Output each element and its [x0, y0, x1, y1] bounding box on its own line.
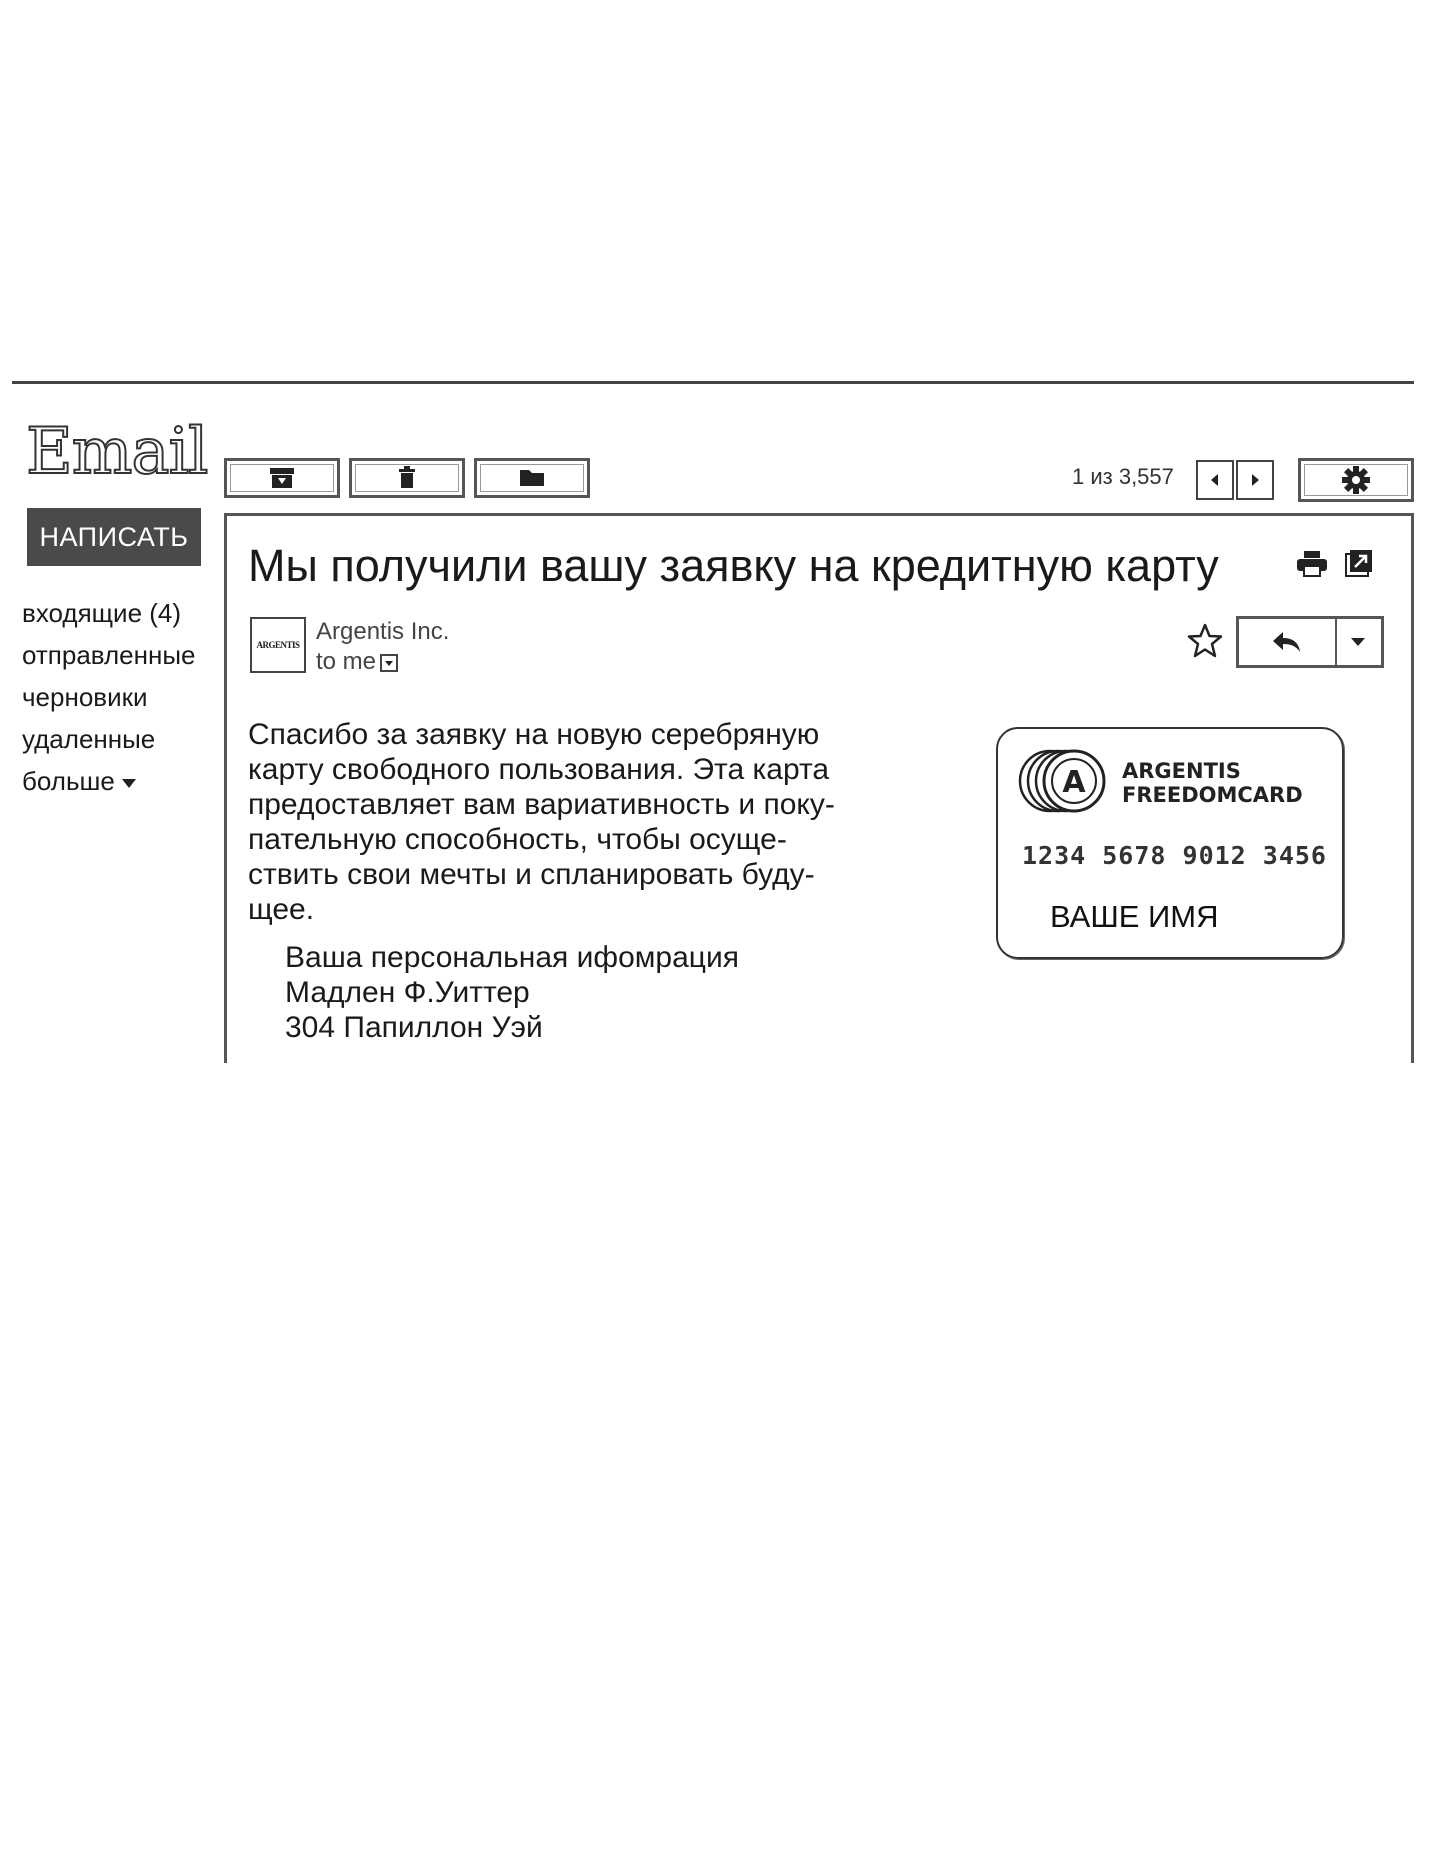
sidebar-item-drafts[interactable]: черновики	[22, 682, 148, 712]
chevron-right-icon	[1249, 473, 1261, 487]
compose-button[interactable]: НАПИСАТЬ	[27, 508, 201, 566]
body-line: Спасибо за заявку на новую серебряную	[248, 718, 820, 751]
print-icon[interactable]	[1296, 550, 1328, 578]
prev-page-button[interactable]	[1196, 460, 1234, 500]
body-line: щее.	[248, 893, 315, 926]
sidebar-nav	[22, 592, 196, 802]
move-to-folder-button[interactable]	[474, 458, 590, 498]
card-holder-name: ВАШЕ ИМЯ	[1050, 899, 1219, 934]
delete-button[interactable]	[349, 458, 465, 498]
recipient-details-icon[interactable]	[380, 654, 398, 672]
email-subject: Мы получили вашу заявку на кредитную карту	[248, 540, 1219, 591]
more-actions-button[interactable]	[1335, 619, 1381, 665]
recipient-line	[316, 648, 398, 676]
card-brand-line2: FREEDOMCARD	[1122, 783, 1303, 807]
open-in-new-window-icon[interactable]	[1345, 549, 1373, 577]
body-line: предоставляет вам вариативность и поку-	[248, 788, 835, 821]
card-logo-icon	[1016, 743, 1116, 819]
credit-card-image	[996, 727, 1344, 959]
gear-icon	[1341, 465, 1371, 495]
card-brand	[1122, 759, 1303, 807]
reply-button-group	[1236, 616, 1384, 668]
sidebar-item-inbox[interactable]: входящие (4)	[22, 598, 182, 628]
settings-button[interactable]	[1298, 458, 1414, 502]
email-body	[248, 717, 928, 927]
pagination-count: 1 из 3,557	[1072, 464, 1174, 489]
sidebar-item-sent[interactable]: отправленные	[22, 640, 196, 670]
card-number: 1234 5678 9012 3456	[1022, 841, 1327, 870]
info-heading: Ваша персональная ифомрация	[285, 941, 739, 974]
sidebar-item-more-label: больше	[22, 766, 115, 796]
chevron-down-icon	[1351, 638, 1365, 646]
card-brand-line1: ARGENTIS	[1122, 759, 1241, 783]
recipient-label: to me	[316, 648, 377, 675]
sender-avatar: ARGENTIS	[250, 617, 306, 673]
body-line: карту свободного пользования. Эта карта	[248, 753, 830, 786]
top-divider	[12, 381, 1414, 384]
sidebar-item-more[interactable]	[22, 760, 196, 802]
archive-button[interactable]	[224, 458, 340, 498]
next-page-button[interactable]	[1236, 460, 1274, 500]
personal-info	[285, 940, 739, 1045]
star-icon[interactable]	[1186, 622, 1224, 660]
app-logo: Email	[26, 415, 208, 489]
body-line: ствить свои мечты и спланировать буду-	[248, 858, 815, 891]
info-address: 304 Папиллон Уэй	[285, 1011, 543, 1044]
sidebar-item-trash[interactable]: удаленные	[22, 724, 156, 754]
reply-icon	[1271, 630, 1303, 654]
info-name: Мадлен Ф.Уиттер	[285, 976, 530, 1009]
body-line: пательную способность, чтобы осуще-	[248, 823, 787, 856]
sender-name: Argentis Inc.	[316, 618, 450, 645]
folder-icon	[518, 467, 546, 489]
chevron-left-icon	[1209, 473, 1221, 487]
archive-icon	[268, 466, 296, 490]
reply-button[interactable]	[1239, 619, 1337, 665]
trash-icon	[397, 466, 417, 490]
card-logo-letter: A	[1062, 765, 1086, 800]
chevron-down-icon	[122, 779, 136, 788]
